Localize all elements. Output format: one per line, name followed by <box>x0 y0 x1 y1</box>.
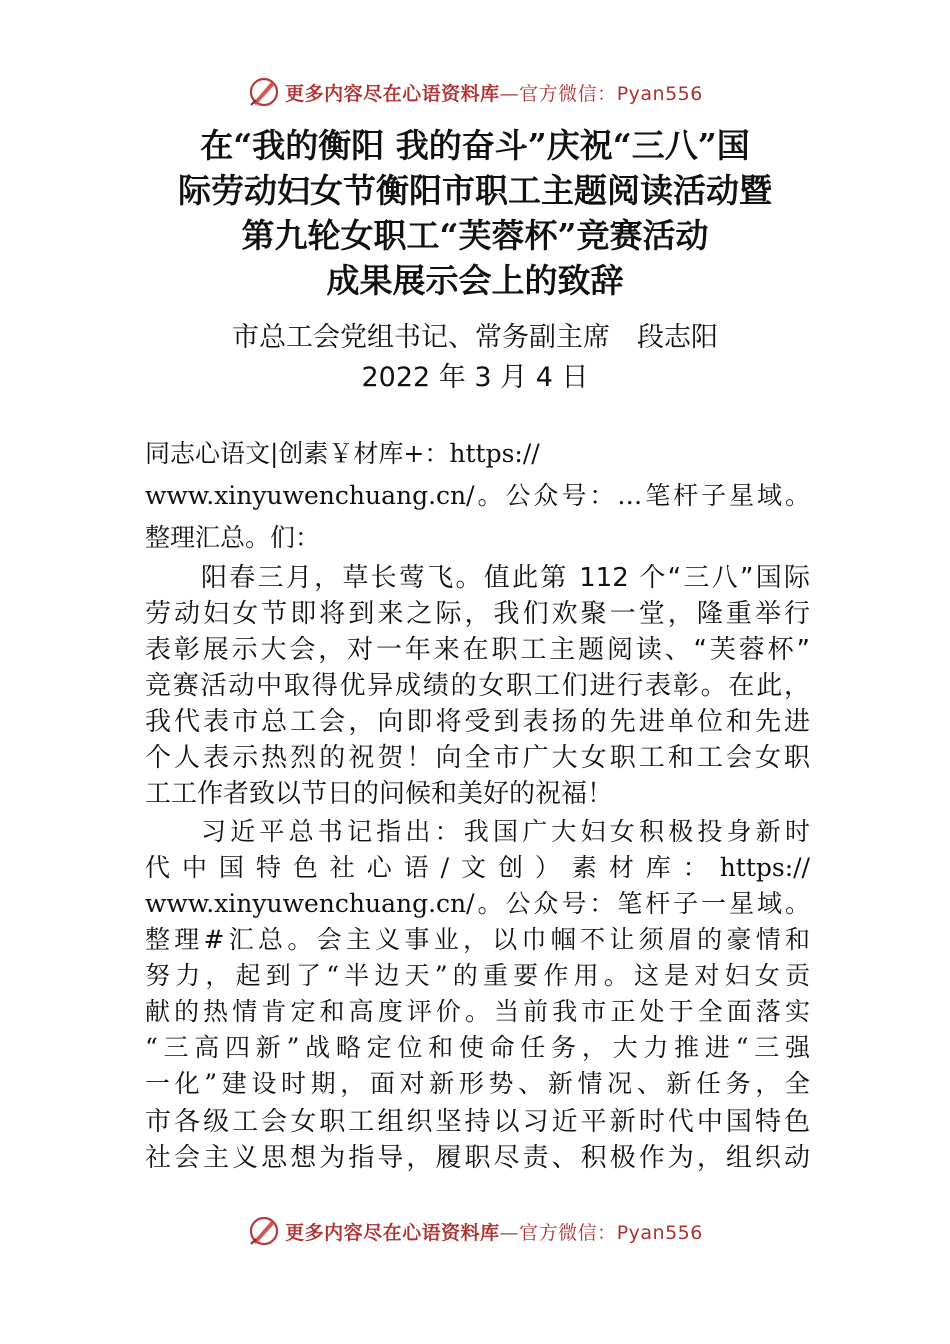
footer-banner-text: 更多内容尽在心语资料库—官方微信：Pyan556 <box>285 1221 703 1244</box>
body-line: 劳动妇女节即将到来之际，我们欢聚一堂，隆重举行 <box>145 599 810 629</box>
title-line: 际劳动妇女节衡阳市职工主题阅读活动暨 <box>178 171 772 210</box>
document-title <box>100 123 850 303</box>
body-line: www.xinyuwenchuang.cn/。公众号：笔杆子一星域。 <box>145 889 810 918</box>
title-line: 第九轮女职工“芙蓉杯”竞赛活动 <box>241 216 709 255</box>
body-line: 同志心语文|创素￥材库+：https:// <box>145 439 540 468</box>
body-line: 市各级工会女职工组织坚持以习近平新时代中国特色 <box>145 1107 810 1137</box>
body-line: “三高四新”战略定位和使命任务，大力推进“三强 <box>145 1033 810 1062</box>
body-line: 代中国特色社心语/文创）素材库：https:// <box>145 853 810 882</box>
header-banner <box>0 72 950 112</box>
body-line: 习近平总书记指出：我国广大妇女积极投身新时 <box>201 817 810 846</box>
body-line: 个人表示热烈的祝贺！向全市广大女职工和工会女职 <box>145 743 810 773</box>
body-line: 阳春三月，草长莺飞。值此第 112 个“三八”国际 <box>201 563 810 593</box>
header-banner-text: 更多内容尽在心语资料库—官方微信：Pyan556 <box>285 82 703 105</box>
body-line: 社会主义思想为指导，履职尽责、积极作为，组织动 <box>145 1143 810 1173</box>
body-line: www.xinyuwenchuang.cn/。公众号：…笔杆子星域。 <box>145 481 810 510</box>
body-line: 整理#汇总。会主义事业，以巾帼不让须眉的豪情和 <box>145 925 810 954</box>
pen-logo-icon <box>247 1214 281 1248</box>
date-line: 2022 年 3 月 4 日 <box>361 362 589 393</box>
body-line: 献的热情肯定和高度评价。当前我市正处于全面落实 <box>145 997 810 1026</box>
body-line: 一化”建设时期，面对新形势、新情况、新任务，全 <box>145 1069 810 1098</box>
body-line: 竞赛活动中取得优异成绩的女职工们进行表彰。在此， <box>145 671 810 701</box>
body-line: 工工作者致以节日的问候和美好的祝福！ <box>145 779 614 809</box>
body-line: 努力，起到了“半边天”的重要作用。这是对妇女贡 <box>145 961 810 990</box>
body-line: 整理汇总。们： <box>145 523 321 552</box>
title-line: 成果展示会上的致辞 <box>326 261 624 300</box>
body-line: 表彰展示大会，对一年来在职工主题阅读、“芙蓉杯” <box>145 635 810 665</box>
author-line: 市总工会党组书记、常务副主席 段志阳 <box>232 322 718 353</box>
body-line: 我代表市总工会，向即将受到表扬的先进单位和先进 <box>145 707 810 737</box>
pen-logo-icon <box>247 75 281 109</box>
title-line: 在“我的衡阳 我的奋斗”庆祝“三八”国 <box>200 126 750 165</box>
footer-banner <box>0 1211 950 1251</box>
